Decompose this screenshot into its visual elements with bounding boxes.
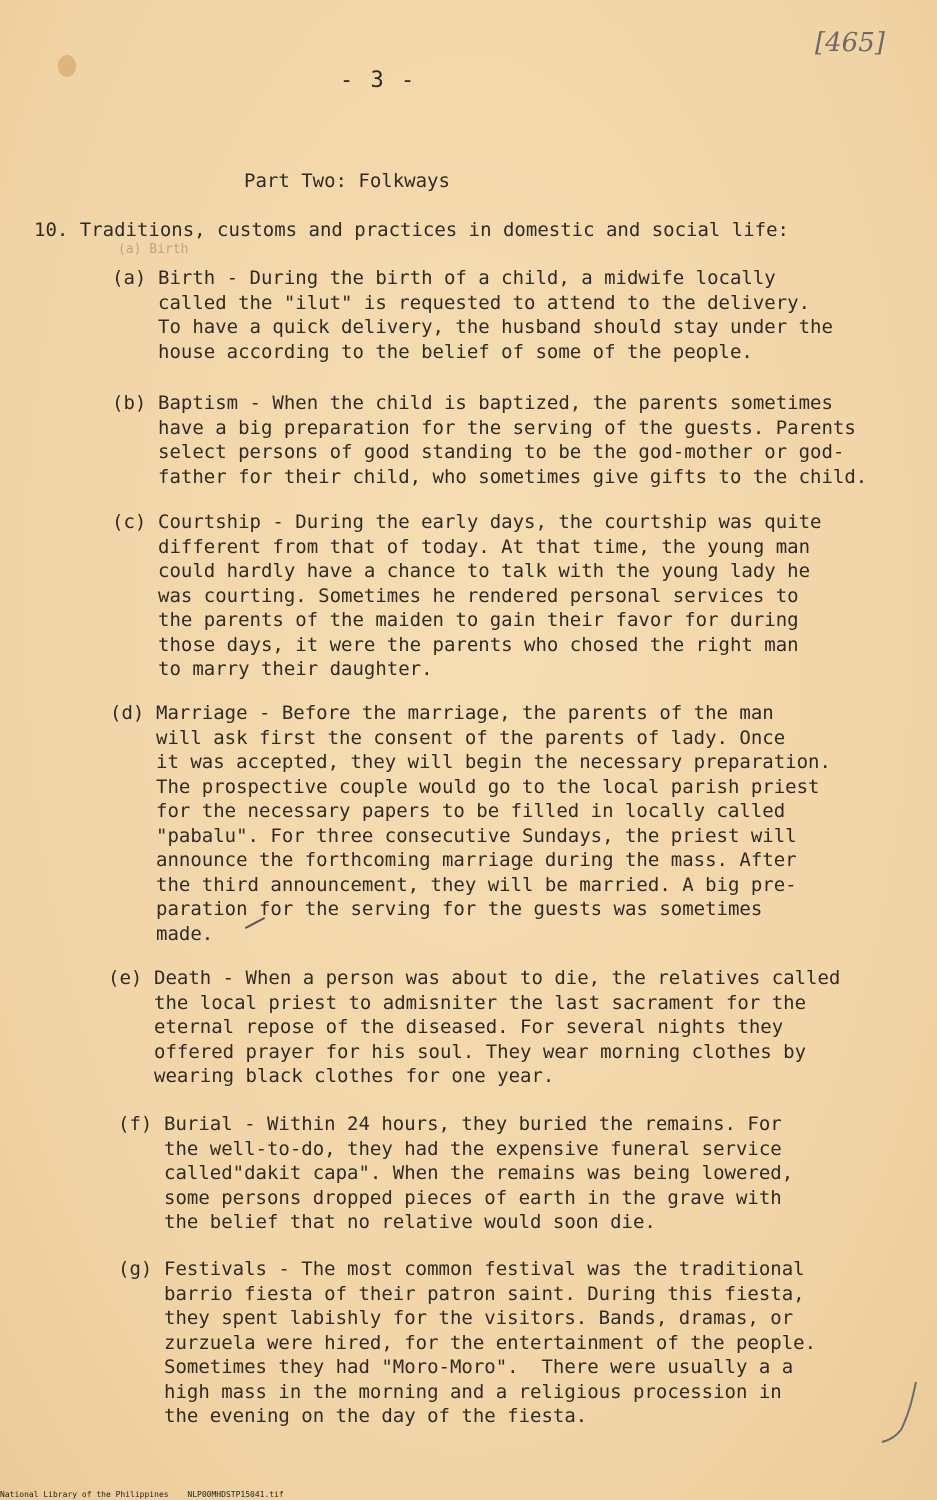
item-line: the well-to-do, they had the expensive funeral service bbox=[164, 1137, 782, 1160]
item-line: Sometimes they had "Moro-Moro". There were usually a a bbox=[164, 1356, 794, 1378]
item-line: offered prayer for his soul. They wear morning clothes by bbox=[154, 1040, 807, 1063]
item-line: paration for the serving for the guests was sometimes bbox=[156, 898, 763, 920]
part-heading: Part Two: Folkways bbox=[244, 170, 450, 192]
item-body bbox=[158, 510, 937, 682]
item-body bbox=[154, 966, 934, 1089]
item-marker: (f) bbox=[118, 1113, 153, 1135]
item-line: Death - When a person was about to die, the relatives called bbox=[154, 967, 841, 989]
item-line: called the "ilut" is requested to attend to the delivery. bbox=[158, 291, 811, 314]
item-marker: (b) bbox=[112, 392, 147, 414]
item-line: Birth - During the birth of a child, a midwife locally bbox=[158, 267, 776, 289]
item-body bbox=[158, 391, 937, 489]
footer-library: National Library of the Philippines bbox=[0, 1490, 169, 1499]
item-line: Festivals - The most common festival was the traditional bbox=[164, 1258, 805, 1280]
page-number: - 3 - bbox=[340, 68, 417, 93]
item-marker: (a) bbox=[112, 267, 147, 289]
item-line: the local priest to admisniter the last sacrament for the bbox=[154, 991, 807, 1014]
item-line: the third announcement, they will be married. A big pre- bbox=[156, 873, 797, 896]
item-marker: (e) bbox=[108, 967, 143, 989]
item-body bbox=[164, 1257, 937, 1429]
item-line: some persons dropped pieces of earth in the grave with bbox=[164, 1186, 782, 1209]
item-line: different from that of today. At that time, the young man bbox=[158, 535, 811, 558]
struck-out-note: (a) Birth bbox=[118, 242, 189, 257]
item-line: the parents of the maiden to gain their favor for during bbox=[158, 609, 799, 631]
item-line: it was accepted, they will begin the necessary preparation. bbox=[156, 751, 831, 773]
item-line: Burial - Within 24 hours, they buried the remains. For bbox=[164, 1113, 782, 1135]
item-line: select persons of good standing to be the god-mother or god- bbox=[158, 441, 845, 463]
item-line: they spent labishly for the visitors. Bands, dramas, or bbox=[164, 1307, 794, 1329]
item-line: eternal repose of the diseased. For several nights they bbox=[154, 1016, 784, 1038]
item-marker: (d) bbox=[110, 702, 145, 724]
item-line: for the necessary papers to be filled in locally called bbox=[156, 800, 786, 822]
item-marker: (c) bbox=[112, 511, 147, 533]
item-line: announce the forthcoming marriage during the mass. After bbox=[156, 849, 797, 871]
item-line: Marriage - Before the marriage, the parents of the man bbox=[156, 702, 774, 724]
footer bbox=[0, 1490, 298, 1499]
item-line: "pabalu". For three consecutive Sundays, the priest will bbox=[156, 824, 797, 847]
item-line: the evening on the day of the fiesta. bbox=[164, 1405, 588, 1427]
item-line: wearing black clothes for one year. bbox=[154, 1065, 555, 1087]
item-line: house according to the belief of some of the people. bbox=[158, 340, 753, 363]
item-line: The prospective couple would go to the local parish priest bbox=[156, 775, 820, 798]
item-line: zurzuela were hired, for the entertainment of the people. bbox=[164, 1331, 817, 1354]
item-line: father for their child, who sometimes give gifts to the child. bbox=[158, 465, 868, 488]
item-body bbox=[156, 701, 936, 946]
item-line: those days, it were the parents who chosed the right man bbox=[158, 633, 799, 656]
margin-scribble bbox=[880, 1380, 920, 1450]
item-line: will ask first the consent of the parents of lady. Once bbox=[156, 726, 786, 749]
punch-hole bbox=[58, 55, 76, 77]
item-marker: (g) bbox=[118, 1258, 153, 1280]
section-heading: 10. Traditions, customs and practices in domestic and social life: bbox=[34, 219, 789, 241]
footer-file-id: NLP00MHDSTP15041.tif bbox=[187, 1490, 284, 1499]
item-body bbox=[164, 1112, 937, 1235]
archive-number: [465] bbox=[815, 28, 885, 58]
item-line: was courting. Sometimes he rendered personal services to bbox=[158, 584, 799, 607]
item-line: made. bbox=[156, 922, 214, 945]
item-line: Baptism - When the child is baptized, the parents sometimes bbox=[158, 392, 833, 414]
item-line: the belief that no relative would soon die. bbox=[164, 1211, 656, 1233]
item-line: Courtship - During the early days, the courtship was quite bbox=[158, 511, 822, 533]
item-line: called"dakit capa". When the remains was being lowered, bbox=[164, 1162, 794, 1184]
item-line: to marry their daughter. bbox=[158, 658, 433, 680]
item-body bbox=[158, 266, 937, 364]
item-line: barrio fiesta of their patron saint. During this fiesta, bbox=[164, 1282, 805, 1305]
item-line: could hardly have a chance to talk with the young lady he bbox=[158, 560, 811, 582]
item-line: have a big preparation for the serving of the guests. Parents bbox=[158, 416, 856, 439]
item-line: To have a quick delivery, the husband should stay under the bbox=[158, 316, 833, 338]
item-line: high mass in the morning and a religious procession in bbox=[164, 1380, 782, 1403]
